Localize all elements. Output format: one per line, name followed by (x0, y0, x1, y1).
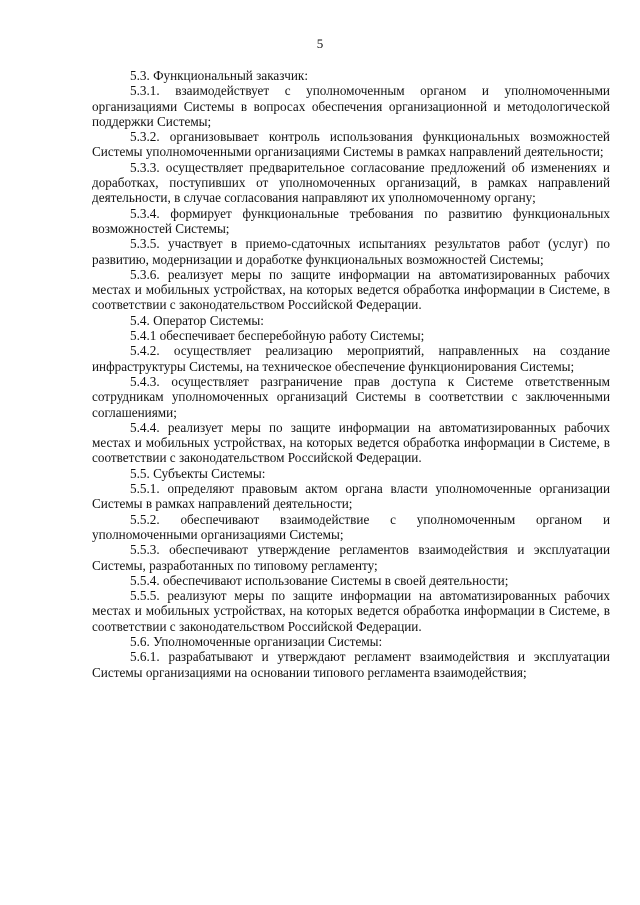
paragraph: 5.3.2. организовывает контроль использования функциональных возможностей Системы уполномоченными организациями Системы в рамках направлений деятельности; (92, 129, 610, 160)
paragraph: 5.4.3. осуществляет разграничение прав доступа к Системе ответственным сотрудникам уполномоченных организаций Системы в соответствии с заключенными соглашениями; (92, 373, 610, 420)
document-body (92, 68, 610, 680)
page-number: 5 (316, 36, 324, 51)
paragraph: 5.5.4. обеспечивают использование Системы в своей деятельности; (130, 572, 509, 588)
paragraph: 5.3.5. участвует в приемо-сдаточных испытаниях результатов работ (услуг) по развитию, модернизации и доработке функциональных возможностей Системы; (92, 236, 610, 267)
paragraph: 5.3.3. осуществляет предварительное согласование предложений об изменениях и доработках, поступивших от уполномоченных организаций, в рамках направлений деятельности, в случае согласования направляют их уполномоченному органу; (92, 159, 610, 206)
paragraph: 5.4.4. реализует меры по защите информации на автоматизированных рабочих местах и мобильных устройствах, на которых ведется обработка информации в Системе, в соответствии с законодательством Российской Федерации. (92, 419, 610, 466)
paragraph: 5.4. Оператор Системы: (130, 312, 264, 328)
paragraph: 5.5.5. реализуют меры по защите информации на автоматизированных рабочих местах и мобильных устройствах, на которых ведется обработка информации в Системе, в соответствии с законодательством Российской Федерации. (92, 588, 610, 634)
paragraph: 5.3.4. формирует функциональные требования по развитию функциональных возможностей Системы; (92, 205, 610, 236)
paragraph: 5.5.3. обеспечивают утверждение регламентов взаимодействия и эксплуатации Системы, разработанных по типовому регламенту; (92, 542, 610, 573)
paragraph: 5.4.1 обеспечивает бесперебойную работу Системы; (130, 328, 425, 344)
paragraph: 5.5. Субъекты Системы: (130, 465, 266, 481)
paragraph: 5.3.1. взаимодействует с уполномоченным органом и уполномоченными организациями Системы в вопросах обеспечения организационной и методологической поддержки Системы; (92, 83, 610, 129)
paragraph: 5.3. Функциональный заказчик: (130, 68, 308, 83)
paragraph: 5.6. Уполномоченные организации Системы: (130, 633, 383, 649)
paragraph: 5.3.6. реализует меры по защите информации на автоматизированных рабочих местах и мобильных устройствах, на которых ведется обработка информации в Системе, в соответствии с законодательством Российской Федерации. (92, 266, 610, 313)
paragraph: 5.4.2. осуществляет реализацию мероприятий, направленных на создание инфраструктуры Системы, на техническое обеспечение функционирования Системы; (92, 343, 610, 374)
paragraph: 5.5.1. определяют правовым актом органа власти уполномоченные организации Системы в рамках направлений деятельности; (92, 481, 610, 512)
paragraph: 5.5.2. обеспечивают взаимодействие с уполномоченным органом и уполномоченными организациями Системы; (92, 511, 610, 542)
paragraph: 5.6.1. разрабатывают и утверждают регламент взаимодействия и эксплуатации Системы организациями на основании типового регламента взаимодействия; (92, 649, 610, 680)
